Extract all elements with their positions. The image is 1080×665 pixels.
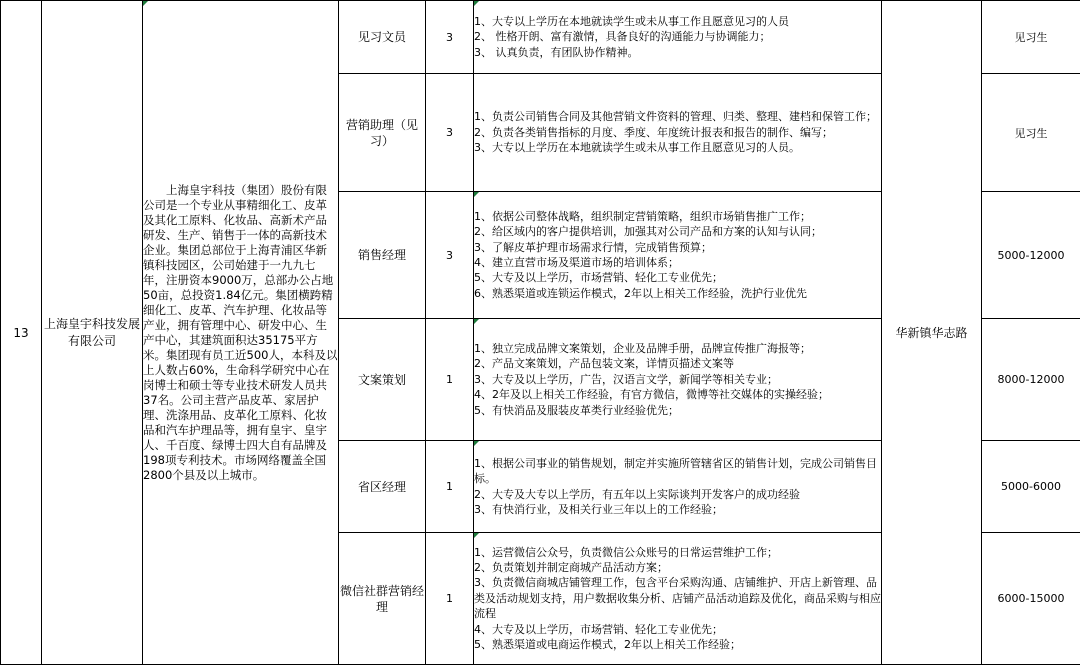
position-title: 营销助理（见习） — [339, 74, 426, 192]
position-count: 1 — [426, 319, 474, 441]
position-salary: 见习生 — [982, 1, 1080, 74]
work-location: 华新镇华志路 — [882, 1, 982, 665]
requirement-line: 1、负责公司销售合同及其他营销文件资料的管理、归类、整理、建档和保管工作； — [474, 109, 881, 124]
requirement-line: 4、建立直营市场及渠道市场的培训体系； — [474, 255, 881, 270]
requirement-line: 3、有快消行业，及相关行业三年以上的工作经验； — [474, 502, 881, 517]
position-requirements — [474, 441, 882, 533]
requirement-line: 3、大专及以上学历，广告，汉语言文学，新闻学等相关专业； — [474, 372, 881, 387]
position-requirements — [474, 533, 882, 665]
position-salary: 5000-6000 — [982, 441, 1080, 533]
requirement-line: 3、大专以上学历在本地就读学生或未从事工作且愿意见习的人员。 — [474, 140, 881, 155]
requirement-line: 2、产品文案策划，产品包装文案，详情页描述文案等 — [474, 356, 881, 371]
position-requirements — [474, 319, 882, 441]
requirement-line: 1、运营微信公众号，负责微信公众账号的日常运营维护工作； — [474, 545, 881, 560]
position-count: 3 — [426, 192, 474, 319]
position-salary: 见习生 — [982, 74, 1080, 192]
requirement-line: 5、大专及以上学历，市场营销、轻化工专业优先； — [474, 270, 881, 285]
position-salary: 6000-15000 — [982, 533, 1080, 665]
company-intro-text: 上海皇宇科技（集团）股份有限公司是一个专业从事精细化工、皮革及其化工原料、化妆品、高新术产品研发、生产、销售于一体的高新技术企业。集团总部位于上海青浦区华新镇科技园区，公司始建于一九九七年，注册资本9000万，总部办公占地50亩，总投资1.84亿元。集团横跨精细化工、皮革、汽车护理、化妆品等产业，拥有管理中心、研发中心、生产中心，其建筑面积达35175平方米。集团现有员工近500人，本科及以上人数占60%，生命科学研究中心在岗博士和硕士等专业技术研发人员共37名。公司主营产品皮革、家居护理、洗涤用品、皮革化工原料、化妆品和汽车护理品等，拥有皇宇、皇宇人、千百度、绿博士四大自有品牌及198项专利技术。市场网络覆盖全国2800个县及以上城市。 — [143, 183, 338, 483]
requirement-line: 2、 性格开朗、富有激情，具备良好的沟通能力与协调能力； — [474, 29, 881, 44]
position-count: 1 — [426, 441, 474, 533]
position-title: 见习文员 — [339, 1, 426, 74]
requirement-line: 4、大专及以上学历，市场营销、轻化工专业优先； — [474, 622, 881, 637]
requirement-line: 3、负责微信商城店铺管理工作，包含平台采购沟通、店铺维护、开店上新管理、品类及活动规划支持，用户数据收集分析、店铺产品活动追踪及优化，商品采购与相应流程 — [474, 575, 881, 621]
position-requirements — [474, 74, 882, 192]
position-salary: 8000-12000 — [982, 319, 1080, 441]
row-number: 13 — [1, 1, 42, 665]
requirement-line: 1、独立完成品牌文案策划，企业及品牌手册，品牌宣传推广海报等； — [474, 341, 881, 356]
requirement-line: 1、大专以上学历在本地就读学生或未从事工作且愿意见习的人员 — [474, 14, 881, 29]
position-title: 销售经理 — [339, 192, 426, 319]
requirement-line: 5、熟悉渠道或电商运作模式，2年以上相关工作经验； — [474, 637, 881, 652]
requirement-line: 1、根据公司事业的销售规划，制定并实施所管辖省区的销售计划，完成公司销售目标。 — [474, 456, 881, 487]
requirement-line: 2、大专及大专以上学历，有五年以上实际谈判开发客户的成功经验 — [474, 487, 881, 502]
requirement-line: 2、给区域内的客户提供培训，加强其对公司产品和方案的认知与认同； — [474, 224, 881, 239]
company-intro — [143, 1, 339, 665]
requirement-line: 2、负责各类销售指标的月度、季度、年度统计报表和报告的制作、编写； — [474, 125, 881, 140]
company-name: 上海皇宇科技发展有限公司 — [42, 1, 143, 665]
position-count: 1 — [426, 533, 474, 665]
position-requirements — [474, 192, 882, 319]
requirement-line: 3、了解皮革护理市场需求行情，完成销售预算； — [474, 240, 881, 255]
position-requirements — [474, 1, 882, 74]
position-title: 省区经理 — [339, 441, 426, 533]
requirement-line: 1、依据公司整体战略，组织制定营销策略，组织市场销售推广工作； — [474, 209, 881, 224]
position-salary: 5000-12000 — [982, 192, 1080, 319]
position-count: 3 — [426, 74, 474, 192]
position-title: 微信社群营销经理 — [339, 533, 426, 665]
requirement-line: 6、熟悉渠道或连锁运作模式，2年以上相关工作经验，洗护行业优先 — [474, 286, 881, 301]
position-title: 文案策划 — [339, 319, 426, 441]
requirement-line: 5、有快消品及服装皮革类行业经验优先； — [474, 403, 881, 418]
position-count: 3 — [426, 1, 474, 74]
table-row — [1, 1, 1080, 74]
requirement-line: 2、负责策划并制定商城产品活动方案； — [474, 560, 881, 575]
requirement-line: 3、 认真负责，有团队协作精神。 — [474, 45, 881, 60]
requirement-line: 4、2年及以上相关工作经验，有官方微信，微博等社交媒体的实操经验； — [474, 387, 881, 402]
